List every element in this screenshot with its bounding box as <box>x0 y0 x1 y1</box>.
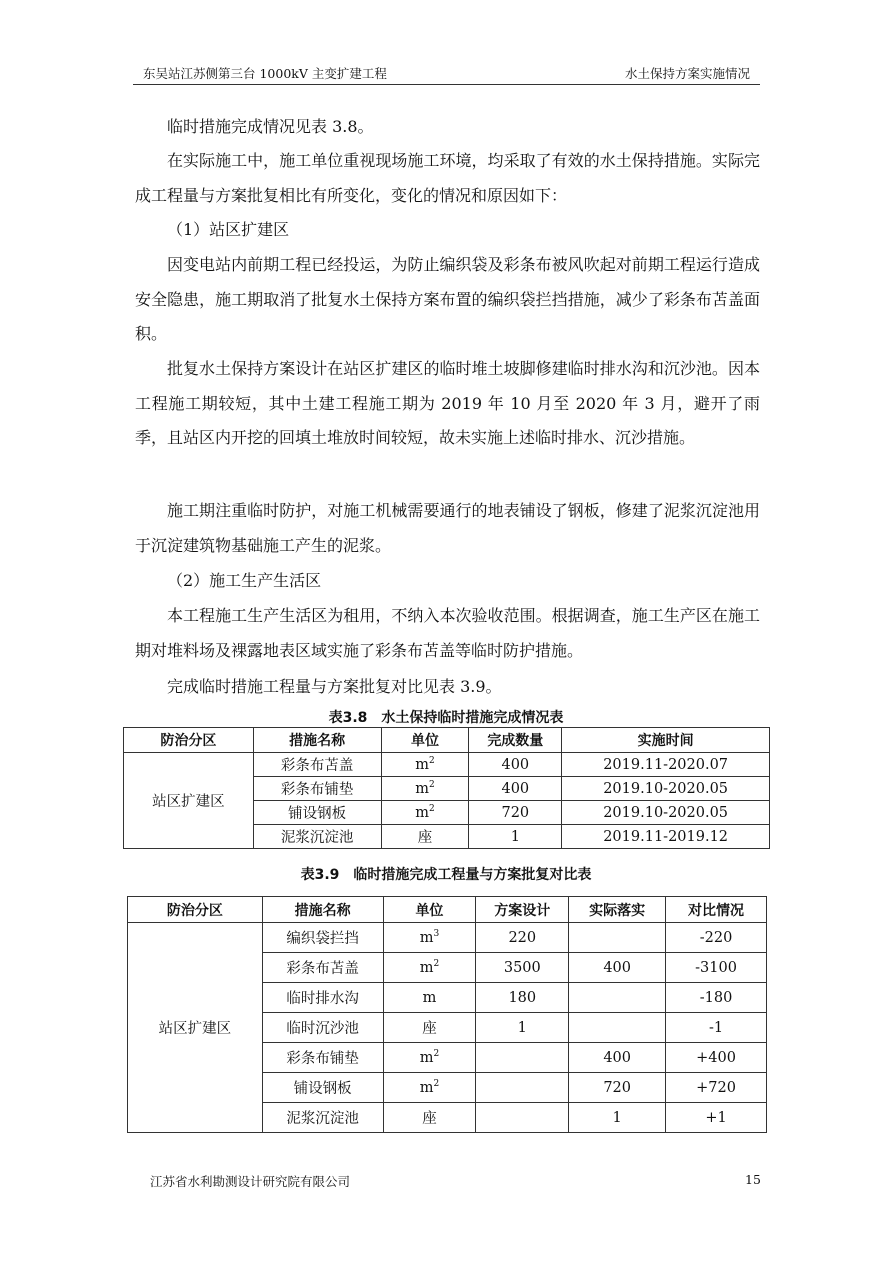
unit-cell: $m^2$ <box>381 753 469 777</box>
unit-cell: $m^2$ <box>383 1043 476 1073</box>
table-3-9-caption: 表3.9 临时措施完成工程量与方案批复对比表 <box>300 867 592 883</box>
page-header <box>133 62 760 85</box>
quantity-cell: 1 <box>469 825 562 849</box>
measure-name: 泥浆沉淀池 <box>253 825 381 849</box>
actual-cell <box>569 923 666 953</box>
paragraph-intro: 临时措施完成情况见表 3.8。 <box>167 117 374 136</box>
table-header-row <box>124 728 770 753</box>
header-cell: 单位 <box>381 728 469 753</box>
header-cell: 措施名称 <box>262 897 383 923</box>
design-cell <box>476 1043 569 1073</box>
actual-cell <box>569 1013 666 1043</box>
measure-name: 铺设钢板 <box>262 1073 383 1103</box>
diff-cell: +400 <box>666 1043 767 1073</box>
paragraph-station-reason: 因变电站内前期工程已经投运，为防止编织袋及彩条布被风吹起对前期工程运行造成安全隐患，施工期取消了批复水土保持方案布置的编织袋拦挡措施，减少了彩条布苫盖面积。 <box>135 255 760 343</box>
measure-name: 临时沉沙池 <box>262 1013 383 1043</box>
table-3-8-caption: 表3.8 水土保持临时措施完成情况表 <box>328 710 564 726</box>
table-3-9 <box>127 896 767 1133</box>
unit-cell: 座 <box>383 1103 476 1133</box>
measure-name: 临时排水沟 <box>262 983 383 1013</box>
header-cell: 实施时间 <box>562 728 770 753</box>
unit-cell: $m^2$ <box>381 801 469 825</box>
header-cell: 完成数量 <box>469 728 562 753</box>
actual-cell: 720 <box>569 1073 666 1103</box>
header-cell: 方案设计 <box>476 897 569 923</box>
table-row <box>128 923 767 953</box>
measure-name: 彩条布苫盖 <box>262 953 383 983</box>
quantity-cell: 400 <box>469 777 562 801</box>
quantity-cell: 400 <box>469 753 562 777</box>
time-cell: 2019.11-2020.07 <box>562 753 770 777</box>
unit-cell: $m^2$ <box>383 1073 476 1103</box>
section-heading-construction: （2）施工生产生活区 <box>167 571 322 590</box>
actual-cell <box>569 983 666 1013</box>
diff-cell: +720 <box>666 1073 767 1103</box>
header-cell: 防治分区 <box>124 728 254 753</box>
zone-cell: 站区扩建区 <box>128 923 263 1133</box>
measure-name: 彩条布铺垫 <box>262 1043 383 1073</box>
diff-cell: -180 <box>666 983 767 1013</box>
unit-cell: $m^3$ <box>383 923 476 953</box>
design-cell: 1 <box>476 1013 569 1043</box>
design-cell <box>476 1073 569 1103</box>
measure-name: 编织袋拦挡 <box>262 923 383 953</box>
paragraph-construction-area: 本工程施工生产生活区为租用，不纳入本次验收范围。根据调查，施工生产区在施工期对堆料场及裸露地表区域实施了彩条布苫盖等临时防护措施。 <box>135 606 760 660</box>
header-cell: 实际落实 <box>569 897 666 923</box>
measure-name: 彩条布铺垫 <box>253 777 381 801</box>
paragraph-drainage: 批复水土保持方案设计在站区扩建区的临时堆土坡脚修建临时排水沟和沉沙池。因本工程施工期较短，其中土建工程施工期为 2019 年 10 月至 2020 年 3 月，避开了雨季，且站区内开挖的回填土堆放时间较短，故未实施上述临时排水、沉沙措施。 <box>135 359 760 447</box>
header-cell: 措施名称 <box>253 728 381 753</box>
unit-cell: m <box>383 983 476 1013</box>
diff-cell: -220 <box>666 923 767 953</box>
time-cell: 2019.10-2020.05 <box>562 777 770 801</box>
section-heading-station: （1）站区扩建区 <box>167 220 290 239</box>
unit-cell: $m^2$ <box>383 953 476 983</box>
header-cell: 对比情况 <box>666 897 767 923</box>
actual-cell: 400 <box>569 953 666 983</box>
diff-cell: +1 <box>666 1103 767 1133</box>
measure-name: 泥浆沉淀池 <box>262 1103 383 1133</box>
measure-name: 铺设钢板 <box>253 801 381 825</box>
footer-organization: 江苏省水利勘测设计研究院有限公司 <box>150 1174 351 1189</box>
design-cell: 220 <box>476 923 569 953</box>
zone-cell: 站区扩建区 <box>124 753 254 849</box>
time-cell: 2019.10-2020.05 <box>562 801 770 825</box>
time-cell: 2019.11-2019.12 <box>562 825 770 849</box>
paragraph-protection: 施工期注重临时防护，对施工机械需要通行的地表铺设了钢板，修建了泥浆沉淀池用于沉淀建筑物基础施工产生的泥浆。 <box>135 501 760 555</box>
paragraph-changes: 在实际施工中，施工单位重视现场施工环境，均采取了有效的水土保持措施。实际完成工程量与方案批复相比有所变化，变化的情况和原因如下： <box>135 151 760 205</box>
page-number: 15 <box>745 1172 761 1187</box>
design-cell: 180 <box>476 983 569 1013</box>
quantity-cell: 720 <box>469 801 562 825</box>
unit-cell: $m^2$ <box>381 777 469 801</box>
header-project-title: 东吴站江苏侧第三台 1000kV 主变扩建工程 <box>143 66 387 81</box>
measure-name: 彩条布苫盖 <box>253 753 381 777</box>
diff-cell: -3100 <box>666 953 767 983</box>
header-section-title: 水土保持方案实施情况 <box>624 66 750 81</box>
unit-cell: 座 <box>383 1013 476 1043</box>
actual-cell: 1 <box>569 1103 666 1133</box>
design-cell <box>476 1103 569 1133</box>
unit-cell: 座 <box>381 825 469 849</box>
table-3-8 <box>123 727 770 849</box>
paragraph-comparison-intro: 完成临时措施工程量与方案批复对比见表 3.9。 <box>167 677 502 696</box>
diff-cell: -1 <box>666 1013 767 1043</box>
header-cell: 防治分区 <box>128 897 263 923</box>
header-cell: 单位 <box>383 897 476 923</box>
table-row <box>124 753 770 777</box>
design-cell: 3500 <box>476 953 569 983</box>
table-header-row <box>128 897 767 923</box>
actual-cell: 400 <box>569 1043 666 1073</box>
